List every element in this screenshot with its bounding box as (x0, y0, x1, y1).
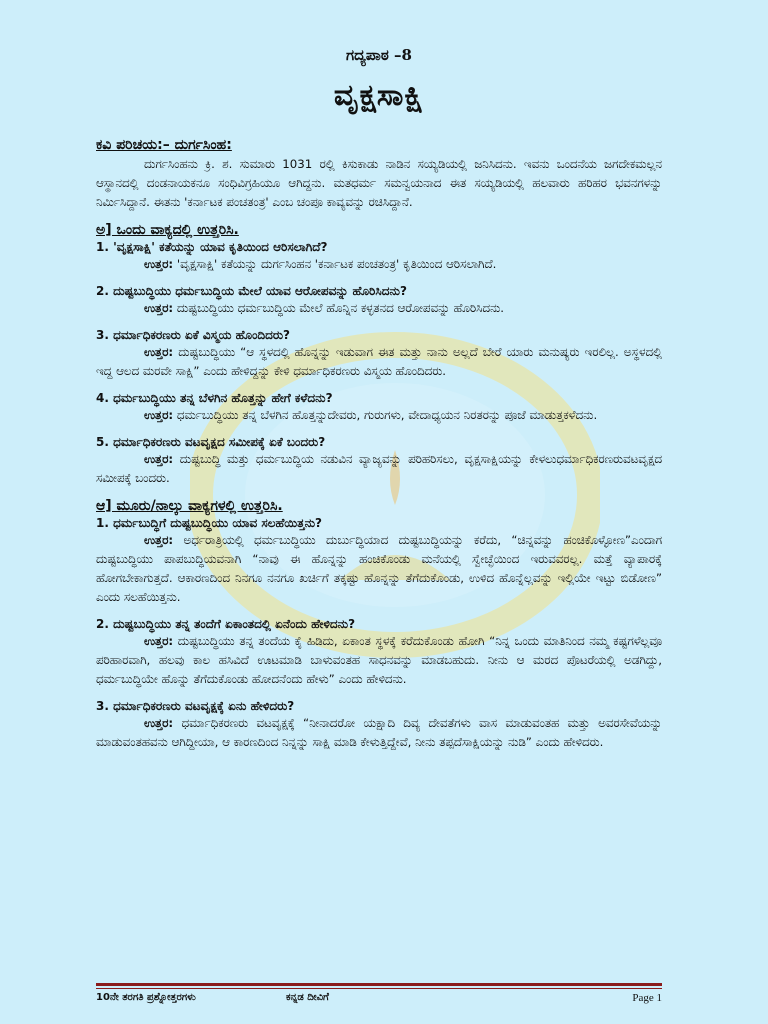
answer-body: ಧರ್ಮಬುದ್ಧಿಯು ತನ್ನ ಬೆಳಗಿನ ಹೊತ್ತನ್ನುದೇವರು, ಗುರುಗಳು, ವೇದಾಧ್ಯಯನ ನಿರತರನ್ನು ಪೂಜೆ ಮಾಡುತ್ತಕಳೆದನು. (176, 408, 598, 422)
question-text: 3. ಧರ್ಮಾಧಿಕರಣರು ವಟವೃಕ್ಷಕ್ಕೆ ಏನು ಹೇಳಿದರು? (96, 699, 295, 713)
section-b-heading: ಆ] ಮೂರು/ನಾಲ್ಕು ವಾಕ್ಯಗಳಲ್ಲಿ ಉತ್ತರಿಸಿ. (96, 498, 283, 514)
section-a-question-4 (96, 391, 662, 425)
answer-text (96, 632, 662, 689)
answer-text (96, 255, 662, 274)
question-text: 1. 'ವೃಕ್ಷಸಾಕ್ಷಿ' ಕತೆಯನ್ನು ಯಾವ ಕೃತಿಯಿಂದ ಆರಿಸಲಾಗಿದೆ? (96, 240, 328, 254)
section-a-question-3 (96, 328, 662, 381)
question-text: 1. ಧರ್ಮಬುದ್ಧಿಗೆ ದುಷ್ಟಬುದ್ಧಿಯು ಯಾವ ಸಲಹೆಯಿತ್ತನು? (96, 516, 323, 530)
answer-label: ಉತ್ತರ: (144, 301, 174, 315)
answer-text (96, 406, 662, 425)
footer-divider-thin (96, 988, 662, 989)
lesson-title: ವೃಕ್ಷಸಾಕ್ಷಿ (333, 78, 425, 113)
question-text: 5. ಧರ್ಮಾಧಿಕರಣರು ವಟವೃಕ್ಷದ ಸಮೀಪಕ್ಕೆ ಏಕೆ ಬಂದರು? (96, 435, 326, 449)
section-b-question-3 (96, 699, 662, 752)
section-a-question-2 (96, 284, 662, 318)
answer-text (96, 714, 662, 752)
section-a-question-1 (96, 240, 662, 274)
question-text: 2. ದುಷ್ಟಬುದ್ಧಿಯು ಧರ್ಮಬುದ್ಧಿಯ ಮೇಲೆ ಯಾವ ಆರೋಪವನ್ನು ಹೊರಿಸಿದನು? (96, 284, 407, 298)
footer-left-text: 10ನೇ ತರಗತಿ ಪ್ರಶ್ನೋತ್ತರಗಳು (96, 992, 196, 1003)
answer-label: ಉತ್ತರ: (144, 257, 174, 271)
answer-label: ಉತ್ತರ: (144, 452, 174, 466)
answer-body: 'ವೃಕ್ಷಸಾಕ್ಷಿ' ಕತೆಯನ್ನು ದುರ್ಗಸಿಂಹನ 'ಕರ್ನಾಟಕ ಪಂಚತಂತ್ರ' ಕೃತಿಯಿಂದ ಆರಿಸಲಾಗಿದೆ. (176, 257, 497, 271)
answer-label: ಉತ್ತರ: (144, 408, 174, 422)
answer-label: ಉತ್ತರ: (144, 716, 174, 730)
answer-body: ದುಷ್ಟಬುದ್ಧಿಯು ತನ್ನ ತಂದೆಯ ಕೈ ಹಿಡಿದು, ಏಕಾಂತ ಸ್ಥಳಕ್ಕೆ ಕರೆದುಕೊಂಡು ಹೋಗಿ “ನಿನ್ನ ಒಂದು ಮಾತಿನಿಂದ ನಮ್ಮ ಕಷ್ಟಗಳೆಲ್ಲವೂ ಪರಿಹಾರವಾಗಿ, ಹಲವು ಕಾಲ ಹಸಿವಿದೆ ಊಟಮಾಡಿ ಬಾಳುವಂತಹ ಸಾಧನವನ್ನು ಮಾಡಬಹುದು. ನೀನು ಆ ಮರದ ಪೊಟರೆಯಲ್ಲಿ ಅಡಗಿದ್ದು, ಧರ್ಮಬುದ್ಧಿಯೇ ಹೊನ್ನು ತೆಗೆದುಕೊಂಡು ಹೋದನೆಂದು ಹೇಳು” ಎಂದು ಹೇಳಿದನು. (96, 634, 662, 686)
answer-label: ಉತ್ತರ: (144, 634, 174, 648)
answer-body: ಧರ್ಮಾಧಿಕರಣರು ವಟವೃಕ್ಷಕ್ಕೆ “ನೀನಾದರೋ ಯಕ್ಷಾದಿ ದಿವ್ಯ ದೇವತೆಗಳು ವಾಸ ಮಾಡುವಂತಹ ಮತ್ತು ಅವರಸೇವೆಯನ್ನು ಮಾಡುವಂತಹವನು ಆಗಿದ್ದೀಯಾ, ಆ ಕಾರಣದಿಂದ ನಿನ್ನನ್ನು ಸಾಕ್ಷಿ ಮಾಡಿ ಕೇಳುತ್ತಿದ್ದೇವೆ, ನೀನು ತಪ್ಪದೆಸಾಕ್ಷಿಯನ್ನು ನುಡಿ” ಎಂದು ಹೇಳಿದರು. (96, 716, 663, 749)
answer-body: ದುಷ್ಟಬುದ್ಧಿಯು ಧರ್ಮಬುದ್ಧಿಯ ಮೇಲೆ ಹೊನ್ನಿನ ಕಳ್ಳತನದ ಆರೋಪವನ್ನು ಹೊರಿಸಿದನು. (176, 301, 505, 315)
section-a-heading: ಅ] ಒಂದು ವಾಕ್ಯದಲ್ಲಿ ಉತ್ತರಿಸಿ. (96, 222, 239, 238)
answer-label: ಉತ್ತರ: (144, 533, 174, 547)
footer-middle-text: ಕನ್ನಡ ದೀವಿಗೆ (286, 992, 329, 1003)
answer-label: ಉತ್ತರ: (144, 345, 174, 359)
answer-body: ಅರ್ಧರಾತ್ರಿಯಲ್ಲಿ ಧರ್ಮಬುದ್ಧಿಯು ದುರ್ಬುದ್ಧಿಯಾದ ದುಷ್ಟಬುದ್ಧಿಯನ್ನು ಕರೆದು, “ಚಿನ್ನವನ್ನು ಹಂಚಿಕೊಳ್ಳೋಣ”ಎಂದಾಗ ದುಷ್ಟಬುದ್ಧಿಯು ಪಾಪಬುದ್ಧಿಯವನಾಗಿ “ನಾವು ಈ ಹೊನ್ನನ್ನು ಹಂಚಿಕೊಂಡು ಮನೆಯಲ್ಲಿ ಸ್ವೇಚ್ಛೆಯಿಂದ ಇರುವವರಲ್ಲ. ಮತ್ತೆ ವ್ಯಾಪಾರಕ್ಕೆ ಹೋಗಬೇಕಾಗುತ್ತದೆ. ಆಕಾರಣದಿಂದ ನಿನಗೂ ನನಗೂ ಖರ್ಚಿಗೆ ತಕ್ಕಷ್ಟು ಹೊನ್ನನ್ನು ತೆಗೆದುಕೊಂಡು, ಉಳಿದ ಹೊನ್ನೆಲ್ಲವನ್ನು ಇಲ್ಲಿಯೇ ಇಟ್ಟು ಬಿಡೋಣ” ಎಂದು ಸಲಹೆಯಿತ್ತನು. (96, 533, 663, 604)
main-content (96, 40, 662, 752)
answer-body: ದುಷ್ಟಬುದ್ಧಿ ಮತ್ತು ಧರ್ಮಬುದ್ಧಿಯ ನಡುವಿನ ವ್ಯಾಜ್ಯವನ್ನು ಪರಿಹರಿಸಲು, ವೃಕ್ಷಸಾಕ್ಷಿಯನ್ನು ಕೇಳಲುಧರ್ಮಾಧಿಕರಣರುವಟವೃಕ್ಷದ ಸಮೀಪಕ್ಕೆ ಬಂದರು. (96, 452, 663, 485)
question-text: 2. ದುಷ್ಟಬುದ್ಧಿಯು ತನ್ನ ತಂದೆಗೆ ಏಕಾಂತದಲ್ಲಿ ಏನೆಂದು ಹೇಳಿದನು? (96, 617, 356, 631)
poet-intro-text: ದುರ್ಗಸಿಂಹನು ಕ್ರಿ. ಶ. ಸುಮಾರು 1031 ರಲ್ಲಿ ಕಿಸುಕಾಡು ನಾಡಿನ ಸಯ್ಯಡಿಯಲ್ಲಿ ಜನಿಸಿದನು. ಇವನು ಒಂದನೆಯ ಜಗದೇಕಮಲ್ಲನ ಆಸ್ಥಾನದಲ್ಲಿ ದಂಡನಾಯಕನೂ ಸಂಧಿವಿಗ್ರಹಿಯೂ ಆಗಿದ್ದನು. ಮತಧರ್ಮ ಸಮನ್ವಯನಾದ ಈತ ಸಯ್ಯಡಿಯಲ್ಲಿ ಹಲವಾರು ಹರಿಹರ ಭವನಗಳನ್ನು ನಿರ್ಮಿಸಿದ್ದಾನೆ. ಈತನು 'ಕರ್ನಾಟಕ ಪಂಚತಂತ್ರ' ಎಂಬ ಚಂಪೂ ಕಾವ್ಯವನ್ನು ರಚಿಸಿದ್ದಾನೆ. (96, 157, 662, 209)
section-b-question-2 (96, 617, 662, 689)
answer-body: ದುಷ್ಟಬುದ್ಧಿಯು “ಆ ಸ್ಥಳದಲ್ಲಿ ಹೊನ್ನನ್ನು ಇಡುವಾಗ ಈತ ಮತ್ತು ನಾನು ಅಲ್ಲದೆ ಬೇರೆ ಯಾರು ಮನುಷ್ಯರು ಇರಲಿಲ್ಲ. ಅಸ್ಥಳದಲ್ಲಿ ಇದ್ದ ಆಲದ ಮರವೇ ಸಾಕ್ಷಿ” ಎಂದು ಹೇಳಿದ್ದನ್ನು ಕೇಳಿ ಧರ್ಮಾಧಿಕರಣರು ವಿಸ್ಮಯ ಹೊಂದಿದರು. (96, 345, 662, 378)
question-text: 3. ಧರ್ಮಾಧಿಕರಣರು ಏಕೆ ವಿಸ್ಮಯ ಹೊಂದಿದರು? (96, 328, 291, 342)
answer-text (96, 299, 662, 318)
answer-text (96, 450, 662, 488)
poet-intro-paragraph (96, 155, 662, 212)
answer-text (96, 343, 662, 381)
answer-text (96, 531, 662, 607)
footer-divider-thick (96, 983, 662, 986)
question-text: 4. ಧರ್ಮಬುದ್ಧಿಯು ತನ್ನ ಬೆಳಗಿನ ಹೊತ್ತನ್ನು ಹೇಗೆ ಕಳೆದನು? (96, 391, 333, 405)
section-b-question-1 (96, 516, 662, 607)
poet-intro-heading: ಕವಿ ಪರಿಚಯ:– ದುರ್ಗಸಿಂಹ: (96, 137, 232, 153)
section-a-question-5 (96, 435, 662, 488)
lesson-number: ಗದ್ಯಪಾಠ –8 (346, 46, 412, 64)
page-number: Page 1 (632, 992, 662, 1004)
